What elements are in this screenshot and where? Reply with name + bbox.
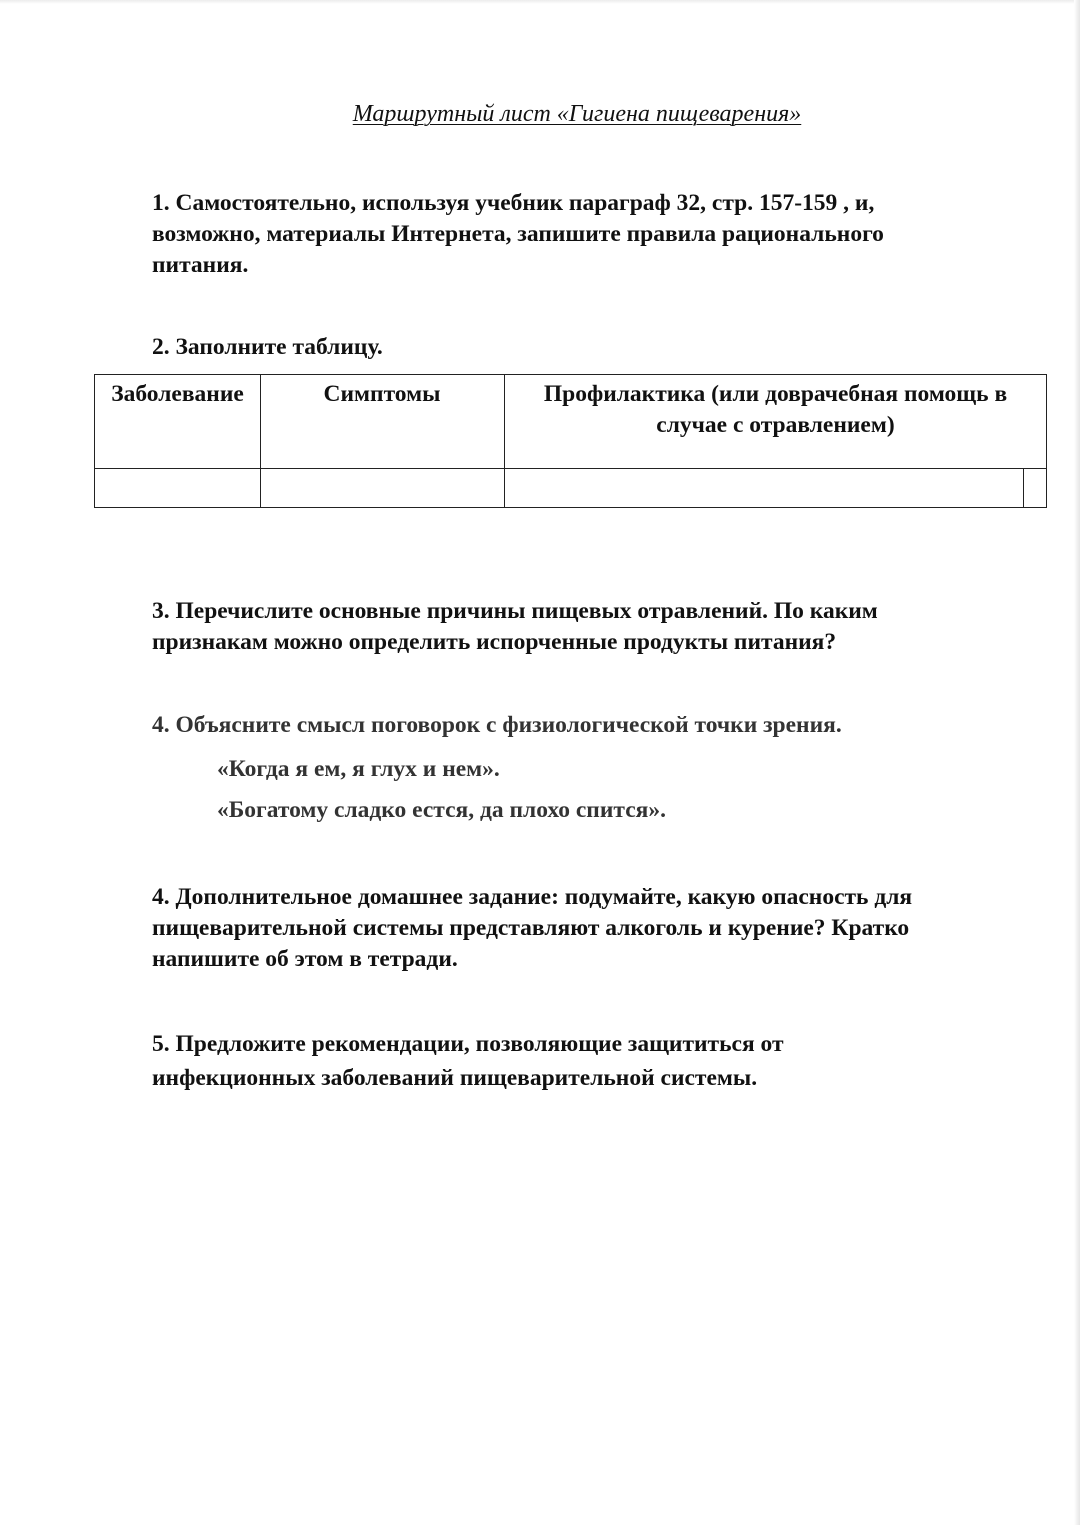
task-2-text: 2. Заполните таблицу. bbox=[152, 334, 383, 360]
table-cell-prevention[interactable] bbox=[505, 469, 1023, 507]
table-header-disease: Заболевание bbox=[111, 381, 244, 407]
task-1 bbox=[152, 188, 992, 281]
table-header-symptoms: Симптомы bbox=[323, 381, 441, 407]
document-title: Маршрутный лист «Гигиена пищеварения» bbox=[352, 101, 802, 127]
task-4-homework bbox=[152, 882, 992, 975]
task-5-line: 5. Предложите рекомендации, позволяющие защититься от bbox=[152, 1031, 784, 1057]
table-cell-symptoms[interactable] bbox=[261, 469, 504, 507]
task-5-line: инфекционных заболеваний пищеварительной системы. bbox=[152, 1065, 758, 1091]
task-4-text: 4. Объясните смысл поговорок с физиологической точки зрения. bbox=[152, 712, 842, 738]
task-4-homework-line: пищеварительной системы представляют алкоголь и курение? Кратко bbox=[152, 915, 910, 941]
proverb: «Когда я ем, я глух и нем». bbox=[217, 756, 500, 782]
task-5 bbox=[152, 1027, 992, 1095]
table-cell-disease[interactable] bbox=[95, 469, 260, 507]
task-1-line: возможно, материалы Интернета, запишите правила рационального bbox=[152, 221, 884, 247]
task-4-homework-line: 4. Дополнительное домашнее задание: подумайте, какую опасность для bbox=[152, 884, 913, 910]
task-2 bbox=[152, 332, 992, 363]
table-header-prevention: Профилактика (или доврачебная помощь в случае с отравлением) bbox=[543, 381, 1008, 438]
page-top-edge bbox=[0, 0, 1080, 4]
task-1-line: питания. bbox=[152, 252, 249, 278]
page-right-edge bbox=[1074, 0, 1080, 1525]
task-3 bbox=[152, 596, 992, 658]
task-3-line: 3. Перечислите основные причины пищевых отравлений. По каким bbox=[152, 598, 878, 624]
task-3-line: признакам можно определить испорченные продукты питания? bbox=[152, 629, 837, 655]
proverb: «Богатому сладко естся, да плохо спится». bbox=[217, 797, 666, 823]
table-column-divider bbox=[1023, 468, 1024, 507]
symptoms-table bbox=[94, 374, 1047, 508]
task-4-homework-line: напишите об этом в тетради. bbox=[152, 946, 458, 972]
task-1-line: 1. Самостоятельно, используя учебник параграф 32, стр. 157-159 , и, bbox=[152, 190, 875, 216]
task-4 bbox=[152, 710, 992, 741]
